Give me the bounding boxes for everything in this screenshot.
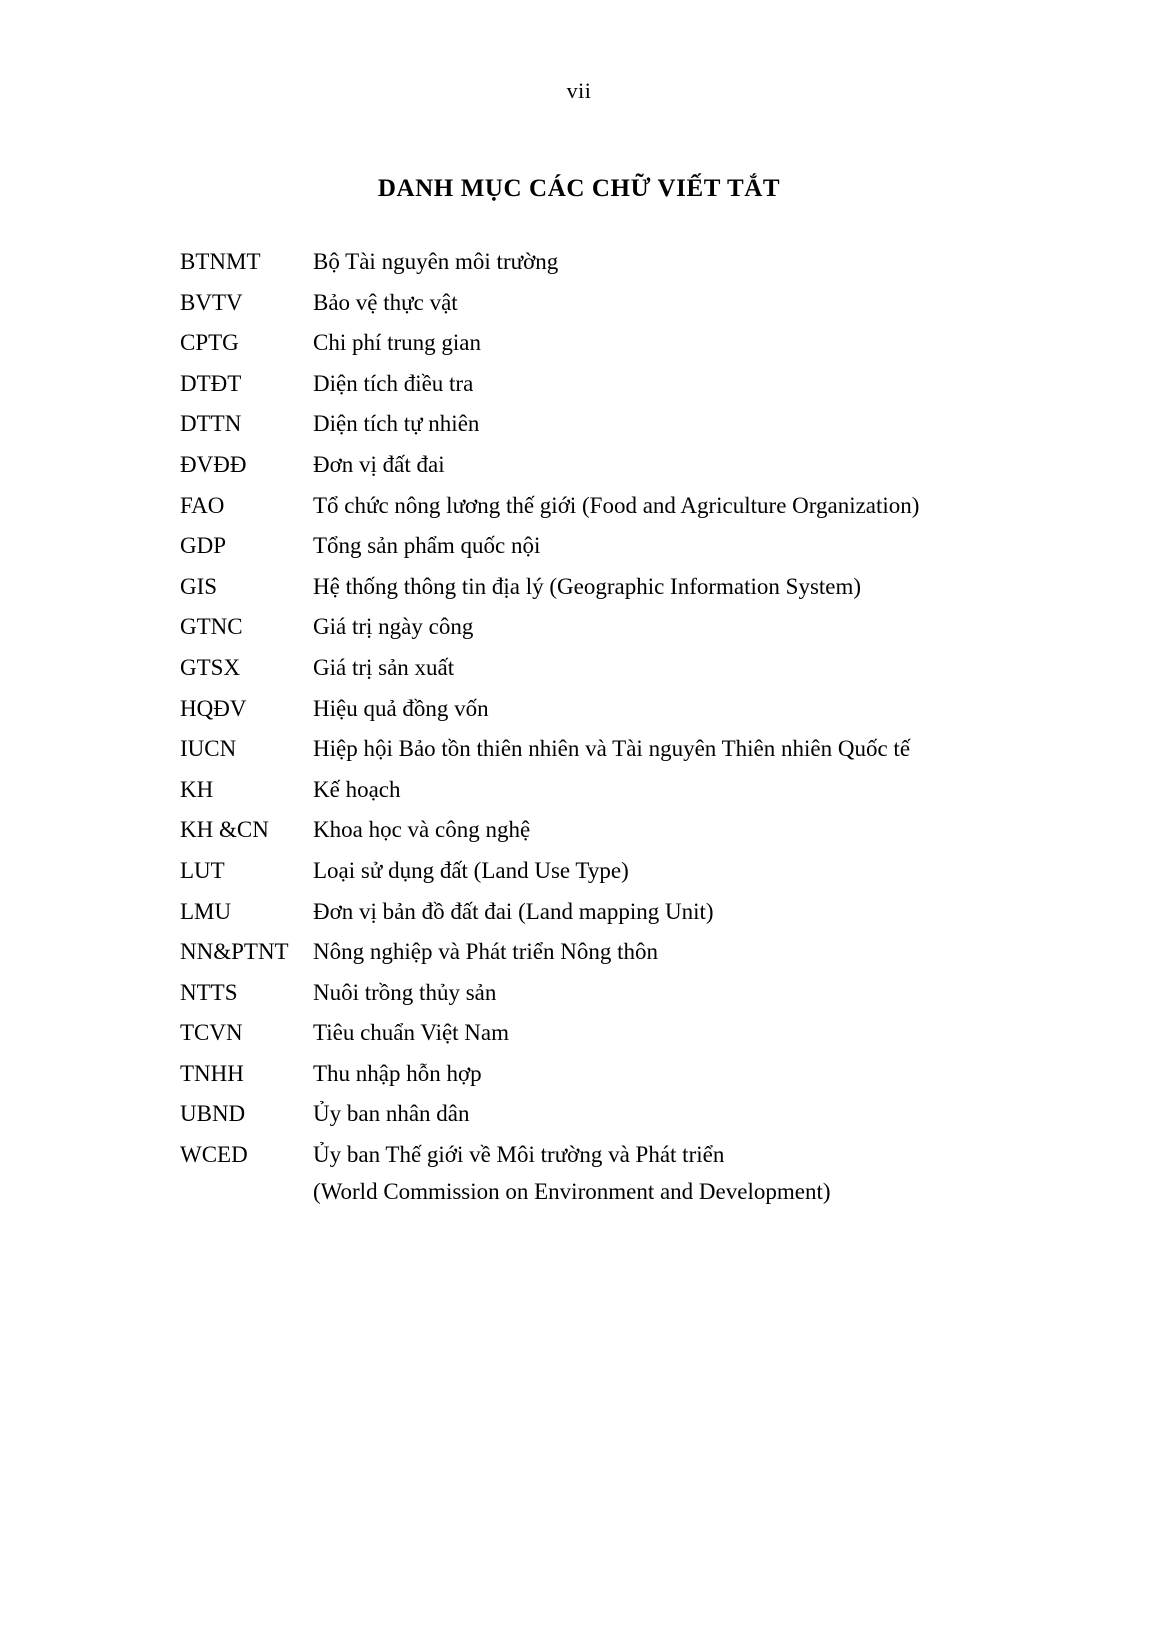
- list-item: [180, 1100, 1038, 1128]
- abbreviation-definition: Đơn vị bản đồ đất đai (Land mapping Unit): [313, 898, 714, 924]
- abbreviation-term: BTNMT: [180, 249, 261, 274]
- abbreviation-definition: Đơn vị đất đai: [313, 451, 445, 477]
- abbreviation-definition: Hệ thống thông tin địa lý (Geographic Information System): [313, 573, 862, 599]
- list-item: [180, 532, 1038, 560]
- page-number: vii: [566, 78, 592, 103]
- abbreviation-definition: Diện tích điều tra: [313, 370, 474, 396]
- abbreviation-definition: Nông nghiệp và Phát triển Nông thôn: [313, 939, 658, 965]
- abbreviation-term: KH &CN: [180, 817, 269, 843]
- abbreviation-term: GDP: [180, 533, 227, 559]
- abbreviation-term: TCVN: [180, 1020, 243, 1046]
- abbreviation-definition: Ủy ban Thế giới về Môi trường và Phát triển: [313, 1142, 725, 1168]
- abbreviation-definition: Tiêu chuẩn Việt Nam: [313, 1020, 510, 1046]
- list-item: [180, 1060, 1038, 1088]
- abbreviation-term: CPTG: [180, 330, 239, 356]
- list-item: [180, 979, 1038, 1007]
- abbreviation-term: DTĐT: [180, 370, 242, 396]
- abbreviation-term: DTTN: [180, 411, 242, 437]
- list-item: [180, 776, 1038, 804]
- abbreviation-term: LUT: [180, 857, 225, 883]
- list-item: [180, 248, 1038, 276]
- abbreviation-definition: Thu nhập hỗn hợp: [313, 1060, 482, 1086]
- list-item: [180, 613, 1038, 641]
- abbreviation-term: GTNC: [180, 614, 243, 640]
- abbreviation-term: BVTV: [180, 289, 243, 315]
- list-item: [180, 695, 1038, 723]
- list-item: [180, 370, 1038, 398]
- abbreviation-definition: Tổng sản phẩm quốc nội: [313, 533, 541, 559]
- list-item: [180, 1141, 1038, 1169]
- abbreviation-term: WCED: [180, 1142, 248, 1168]
- list-item: [180, 1019, 1038, 1047]
- abbreviation-definition: Tổ chức nông lương thế giới (Food and Agriculture Organization): [313, 492, 920, 518]
- abbreviation-definition: Hiệp hội Bảo tồn thiên nhiên và Tài nguyên Thiên nhiên Quốc tế: [313, 736, 911, 762]
- abbreviation-definition: Ủy ban nhân dân: [313, 1101, 470, 1127]
- abbreviation-definition-continuation: (World Commission on Environment and Development): [313, 1178, 831, 1204]
- abbreviation-term: NTTS: [180, 979, 238, 1005]
- abbreviation-definition: Hiệu quả đồng vốn: [313, 695, 489, 721]
- abbreviation-definition: Bảo vệ thực vật: [313, 289, 458, 315]
- list-item: [180, 898, 1038, 926]
- list-item: [180, 735, 1038, 763]
- abbreviation-term: KH: [180, 776, 214, 802]
- abbreviation-term: NN&PTNT: [180, 939, 289, 965]
- abbreviation-term: GIS: [180, 573, 218, 599]
- abbreviation-term: HQĐV: [180, 695, 247, 721]
- list-item: [180, 654, 1038, 682]
- list-item: [180, 492, 1038, 520]
- list-item: [180, 410, 1038, 438]
- list-item: [180, 857, 1038, 885]
- abbreviation-definition: Giá trị ngày công: [313, 614, 474, 640]
- list-item: [180, 451, 1038, 479]
- abbreviation-definition: Bộ Tài nguyên môi trường: [313, 249, 559, 274]
- abbreviation-definition: Diện tích tự nhiên: [313, 411, 480, 437]
- abbreviation-list: [180, 248, 1038, 1218]
- list-item: [180, 573, 1038, 601]
- page-title: DANH MỤC CÁC CHỮ VIẾT TẮT: [377, 174, 781, 202]
- abbreviation-term: GTSX: [180, 654, 241, 680]
- abbreviation-definition: Loại sử dụng đất (Land Use Type): [313, 857, 629, 883]
- list-item: [180, 329, 1038, 357]
- abbreviation-term: FAO: [180, 492, 225, 518]
- abbreviation-definition: Chi phí trung gian: [313, 330, 482, 356]
- abbreviation-term: IUCN: [180, 736, 237, 762]
- abbreviation-definition: Khoa học và công nghệ: [313, 817, 531, 843]
- abbreviation-term: ĐVĐĐ: [180, 451, 247, 477]
- abbreviation-term: LMU: [180, 898, 232, 924]
- list-item: [180, 816, 1038, 844]
- list-item: [180, 938, 1038, 966]
- abbreviation-definition: Nuôi trồng thủy sản: [313, 979, 497, 1005]
- list-item: [180, 289, 1038, 317]
- abbreviation-definition: Giá trị sản xuất: [313, 654, 455, 680]
- abbreviation-term: TNHH: [180, 1060, 244, 1086]
- abbreviation-term: UBND: [180, 1101, 246, 1127]
- abbreviation-definition: Kế hoạch: [313, 776, 401, 802]
